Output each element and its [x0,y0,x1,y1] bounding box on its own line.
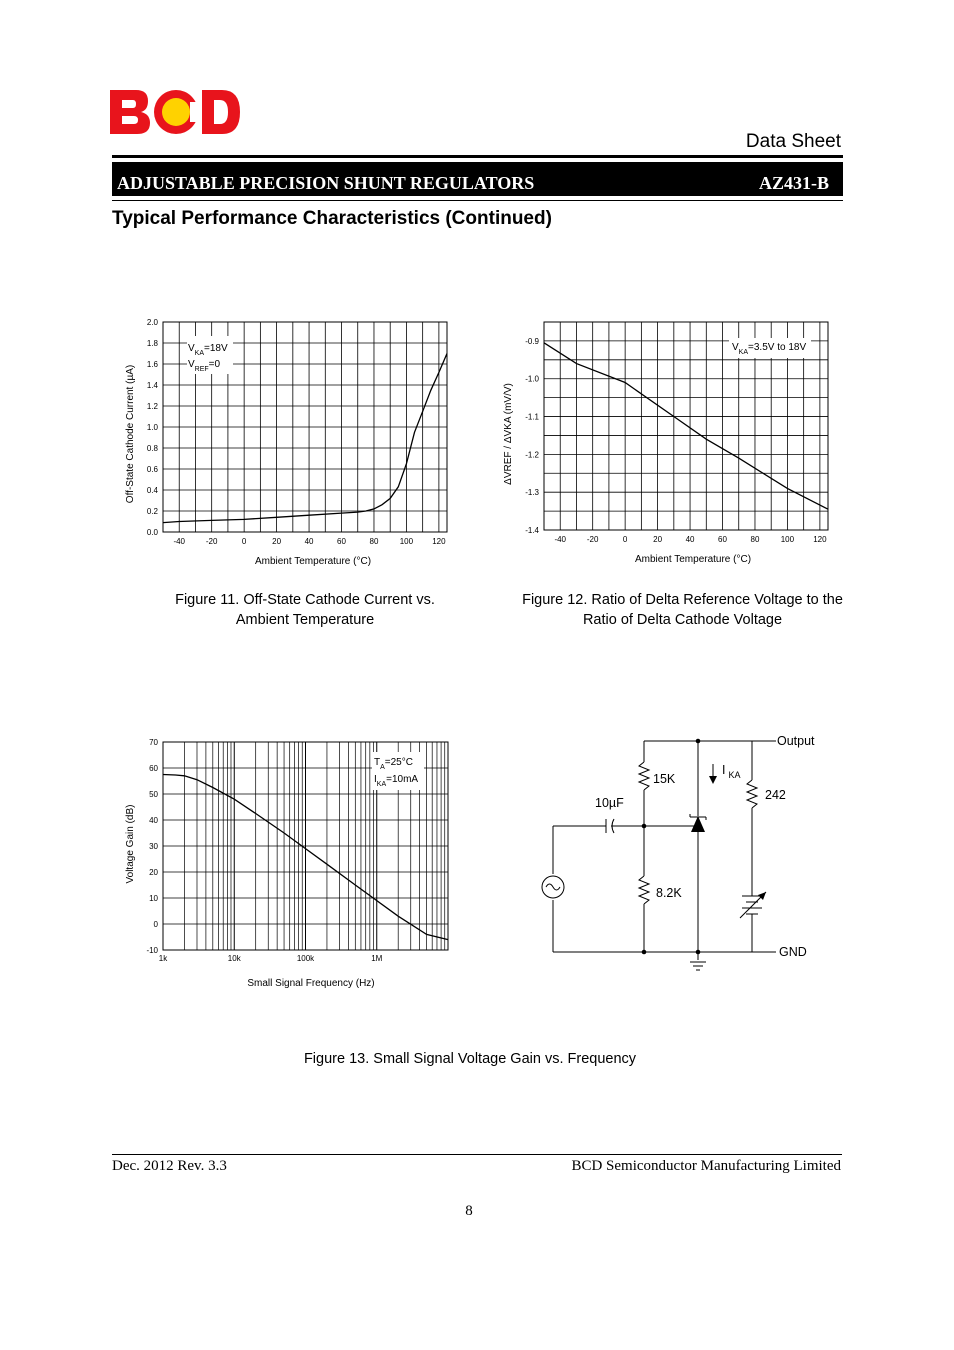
test-circuit [530,728,840,978]
footer-rule [112,1154,842,1155]
fig11-series-line [163,354,447,523]
y-tick-label: -10 [146,946,158,955]
fig11-xlabel: Ambient Temperature (°C) [254,556,372,567]
fig12-ylabel: ΔVREF / ΔVKA (mV/V) [503,383,514,485]
resistor-8k2 [639,876,649,904]
y-tick-label: -0.9 [525,336,539,346]
x-tick-label: 20 [272,537,282,546]
y-tick-label: 10 [149,894,158,903]
x-tick-label: -20 [205,537,218,546]
y-tick-label: 0 [153,920,158,929]
output-label: Output [777,734,815,748]
y-tick-label: 40 [149,816,158,825]
y-tick-label: 2.0 [146,318,158,327]
fig11-caption-line2: Ambient Temperature [235,612,375,628]
ika-arrow-icon [709,776,717,784]
y-tick-label: 20 [149,868,158,877]
title-banner [112,162,843,196]
fig12-chart [495,312,845,574]
y-tick-label: 0.0 [146,528,158,537]
fig12-tick-labels [525,337,827,544]
y-tick-label: 70 [149,738,158,747]
y-tick-label: 30 [149,842,158,851]
y-tick-label: 0.4 [146,486,158,495]
y-tick-label: -1.1 [525,412,539,422]
footer-company: BCD Semiconductor Manufacturing Limited [571,1158,841,1174]
capacitor-label: 10µF [595,796,624,810]
x-tick-label: 120 [813,535,827,544]
fig11-caption-line1: Figure 11. Off-State Cathode Current vs. [175,592,435,608]
fig12-legend: $V_{KA}=3.5V$ to 18V [732,342,807,356]
footer-date: Dec. 2012 Rev. 3.3 [112,1158,227,1174]
x-tick-label: 100k [296,954,315,963]
doc-title: ADJUSTABLE PRECISION SHUNT REGULATORS [117,173,535,193]
part-number: AZ431-B [758,173,829,193]
bcd-logo [110,88,242,136]
x-tick-label: -40 [173,537,186,546]
page-number: 8 [465,1203,473,1219]
x-tick-label: 120 [432,537,446,546]
y-tick-label: -1.3 [525,488,539,498]
fig12-caption-line1: Figure 12. Ratio of Delta Reference Voltage to the [522,592,843,608]
fig13-ylabel: Voltage Gain (dB) [125,804,136,884]
y-tick-label: -1.4 [525,526,539,535]
fig12-series-line [544,343,828,509]
x-tick-label: 1k [158,954,168,963]
banner-underline [112,200,843,201]
x-tick-label: -20 [586,535,599,544]
fig11-legend-l2: $V_{REF}=0$ [188,359,221,373]
x-tick-label: 100 [780,535,795,544]
fig13-legend-l2: $I_{KA}=10mA$ [374,774,419,788]
fig13-chart [115,732,465,994]
resistor-242 [747,780,757,808]
y-tick-label: 0.8 [146,444,158,453]
ika-label: I $_{KA}$ [722,763,741,780]
y-tick-label: 0.2 [146,507,158,516]
fig13-tick-labels [146,738,382,963]
x-tick-label: 80 [369,537,379,546]
y-tick-label: 1.6 [146,360,158,369]
fig13-legend-l1: $T_A=25^\circ C$ [374,757,413,771]
fig12-caption [505,590,860,630]
x-tick-label: 80 [750,535,760,544]
r3-label: 242 [765,788,786,802]
y-tick-label: 1.2 [146,402,158,411]
section-title: Typical Performance Characteristics (Continued) [112,208,552,229]
y-tick-label: 1.0 [146,423,158,432]
fig12-xlabel: Ambient Temperature (°C) [634,554,752,565]
r2-label: 8.2K [656,886,682,900]
fig11-caption [140,590,470,630]
fig11-ylabel: Off-State Cathode Current (µA) [125,364,136,504]
x-tick-label: 0 [241,537,247,546]
fig11-chart [115,312,465,574]
gnd-label: GND [779,945,807,959]
fig12-caption-line2: Ratio of Delta Cathode Voltage [582,612,783,628]
x-tick-label: 20 [653,535,663,544]
y-tick-label: 1.4 [146,381,158,390]
fig13-xlabel: Small Signal Frequency (Hz) [247,978,375,989]
y-tick-label: -1.2 [525,450,539,460]
x-tick-label: 0 [622,535,628,544]
fig11-legend-l1: $V_{KA}=18V$ [188,343,228,357]
r1-label: 15K [653,772,676,786]
header-rule [112,155,843,158]
regulator-diode-icon [691,816,705,832]
x-tick-label: 60 [718,535,727,544]
resistor-15k [639,762,649,790]
x-tick-label: 60 [337,537,346,546]
x-tick-label: 100 [399,537,414,546]
y-tick-label: 50 [149,790,158,799]
y-tick-label: 1.8 [146,339,158,348]
x-tick-label: -40 [554,535,567,544]
x-tick-label: 40 [304,537,314,546]
fig13-caption: Figure 13. Small Signal Voltage Gain vs. Frequency [303,1051,637,1067]
y-tick-label: -1.0 [525,374,539,384]
x-tick-label: 1M [371,954,383,963]
y-tick-label: 60 [149,764,158,773]
y-tick-label: 0.6 [146,465,158,474]
x-tick-label: 10k [227,954,241,963]
doc-type: Data Sheet [745,131,841,152]
x-tick-label: 40 [685,535,695,544]
